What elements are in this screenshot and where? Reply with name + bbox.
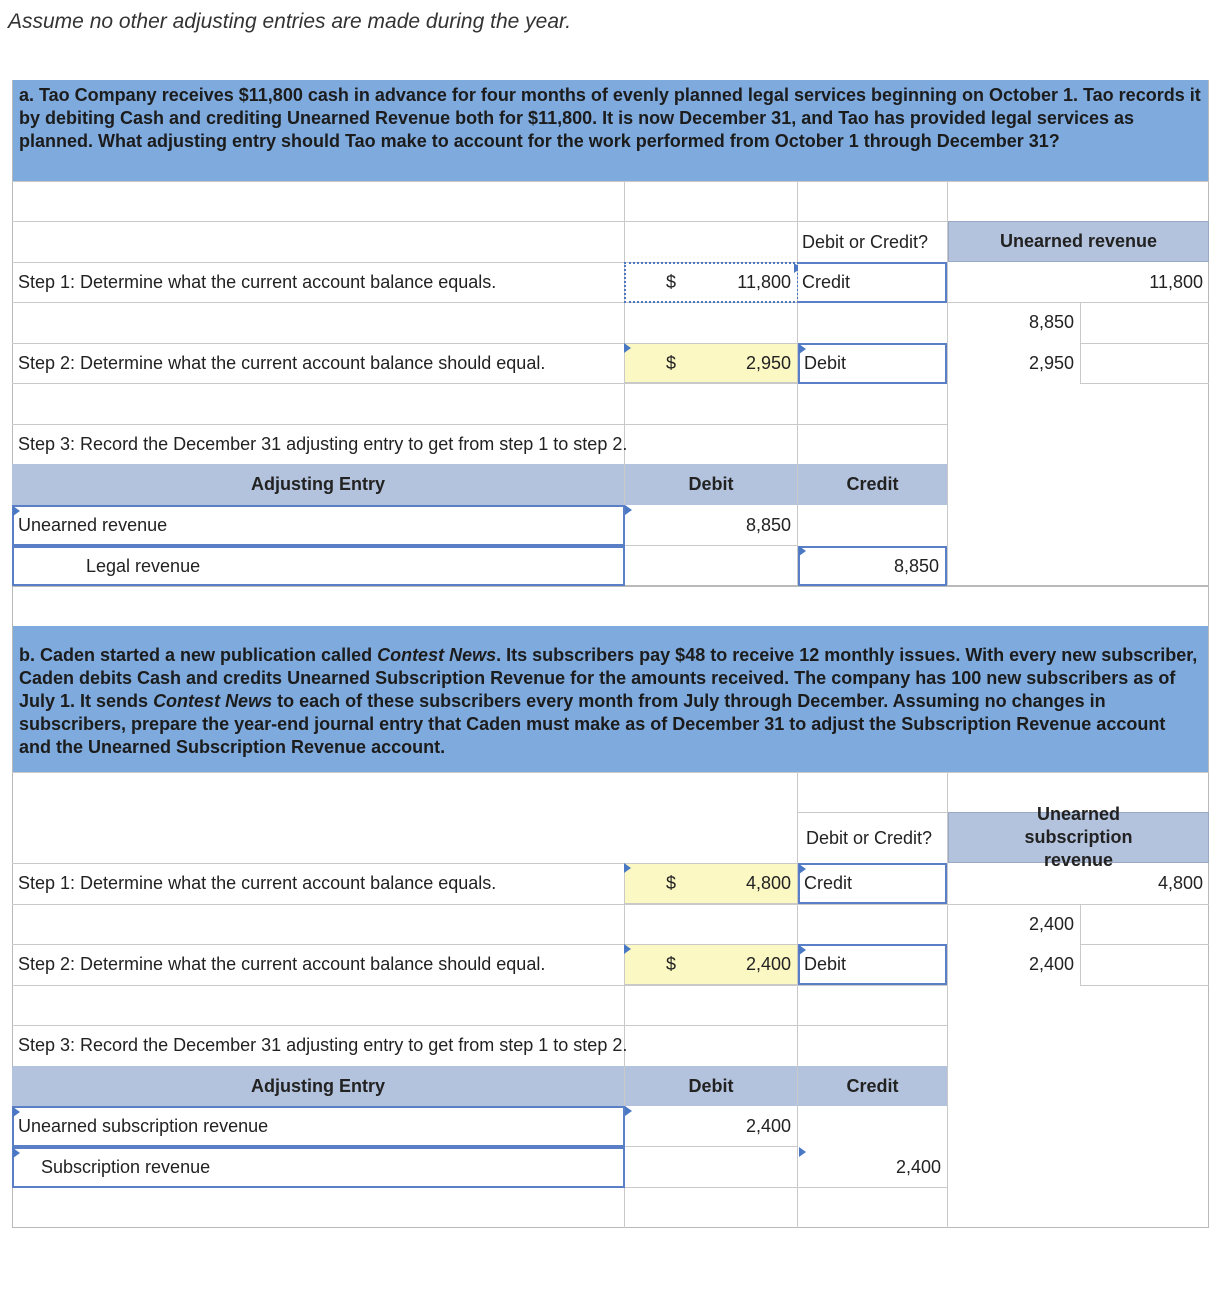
part-a-step2-dc-select[interactable]: Debit [798, 343, 947, 384]
part-b-taccount-title: Unearned subscription revenue [948, 812, 1209, 863]
part-a-t-left-2: 2,950 [1028, 352, 1074, 373]
part-a-taccount-title: Unearned revenue [948, 221, 1209, 262]
publication-title: Contest News [153, 691, 273, 711]
part-b-credit-header: Credit [798, 1066, 947, 1106]
part-b-step2-amount: 2,400 [745, 954, 791, 974]
dropdown-marker-icon [799, 546, 806, 556]
part-b-question-text-2: . Its subscribers pay $48 to receive 12 monthly issues. With every new subscriber, Caden debits Cash and credits Unearned Subscription Revenue for the amounts received. The company has 100 new subscribers as of July 1. It sends [19, 645, 1198, 711]
part-b-step3-label: Step 3: Record the December 31 adjusting entry to get from step 1 to step 2. [18, 1035, 628, 1055]
dropdown-marker-icon [625, 1106, 632, 1116]
instructions-text: Assume no other adjusting entries are made during the year. [8, 10, 572, 33]
part-b-t-right-1: 4,800 [1157, 873, 1203, 893]
part-a-step1-dc-select[interactable]: Credit [798, 262, 947, 303]
part-b-debit-header: Debit [625, 1066, 797, 1106]
part-a-t-left-1: 8,850 [1028, 312, 1074, 332]
part-b-entry-row1-debit[interactable]: 2,400 [625, 1106, 797, 1147]
part-b-step1-label: Step 1: Determine what the current account balance equals. [18, 873, 497, 893]
part-b-entry-row1-account[interactable]: Unearned subscription revenue [12, 1106, 625, 1147]
part-b-step2-label: Step 2: Determine what the current account balance should equal. [18, 954, 546, 974]
part-b-step2-dc-select[interactable]: Debit [798, 944, 947, 985]
part-a-step2-label: Step 2: Determine what the current account balance should equal. [18, 352, 546, 373]
publication-title: Contest News [377, 645, 497, 665]
part-b-question-text-3: to each of these subscribers every month from July through December. Assuming no changes in subscribers, prepare the year-end journal entry that Caden must make as of December 31 to adjust the Subscription Revenue account and the Unearned Subscription Revenue account. [19, 691, 1166, 757]
part-b-step2-amount-input[interactable] [624, 944, 798, 985]
part-b-t-left-1: 2,400 [1028, 913, 1074, 934]
part-a-entry-row2-credit[interactable]: 8,850 [798, 546, 947, 586]
dropdown-marker-icon [13, 1107, 20, 1117]
part-a-question: a. Tao Company receives $11,800 cash in advance for four months of evenly planned legal services beginning on October 1. Tao records it by debiting Cash and crediting Unearned Revenue both for $11,800. It is now December 31, and Tao has provided legal services as planned. What adjusting entry should Tao make to account for the work performed from October 1 through December 31? [12, 80, 1209, 181]
part-b-debit-or-credit-header: Debit or Credit? [806, 827, 933, 848]
currency-symbol: $ [666, 272, 677, 292]
part-a-entry-row1-account[interactable]: Unearned revenue [12, 505, 625, 546]
dropdown-marker-icon [799, 1147, 806, 1157]
currency-symbol: $ [666, 352, 677, 373]
dropdown-marker-icon [625, 505, 632, 515]
part-a-debit-header: Debit [625, 464, 797, 505]
part-a-step1-amount: 11,800 [737, 272, 791, 292]
part-a-entry-header: Adjusting Entry [12, 464, 624, 505]
currency-symbol: $ [666, 873, 677, 893]
part-a-credit-header: Credit [798, 464, 947, 505]
part-a-step3-label: Step 3: Record the December 31 adjusting entry to get from step 1 to step 2. [18, 433, 628, 454]
part-a-entry-row2-account[interactable]: Legal revenue [12, 546, 625, 586]
part-b-question-text-1: b. Caden started a new publication called [19, 645, 378, 665]
part-b-entry-row2-credit[interactable]: 2,400 [895, 1156, 941, 1177]
part-b-question [12, 640, 1209, 772]
part-a-step2-amount-input[interactable] [624, 343, 798, 383]
currency-symbol: $ [666, 954, 677, 974]
part-a-debit-or-credit-header: Debit or Credit? [802, 231, 929, 252]
part-a-t-right-1: 11,800 [1149, 271, 1203, 292]
dropdown-marker-icon [624, 863, 631, 873]
dropdown-marker-icon [624, 343, 631, 353]
part-a-entry-row1-debit[interactable]: 8,850 [625, 505, 797, 546]
part-a-step2-amount: 2,950 [745, 352, 791, 373]
part-a-step1-amount-input[interactable] [624, 262, 799, 303]
part-b-entry-row2-account[interactable]: Subscription revenue [12, 1147, 625, 1188]
dropdown-marker-icon [799, 864, 806, 874]
dropdown-marker-icon [799, 344, 806, 354]
part-b-step1-dc-select[interactable]: Credit [798, 863, 947, 904]
dropdown-marker-icon [13, 1148, 20, 1158]
part-b-entry-header: Adjusting Entry [12, 1066, 624, 1106]
part-a-step1-label: Step 1: Determine what the current account balance equals. [18, 271, 497, 292]
part-b-step1-amount-input[interactable] [624, 863, 798, 904]
dropdown-marker-icon [13, 506, 20, 516]
dropdown-marker-icon [799, 945, 806, 955]
dropdown-marker-icon [624, 944, 631, 954]
part-b-t-left-2: 2,400 [1028, 954, 1074, 974]
part-b-step1-amount: 4,800 [745, 873, 791, 893]
